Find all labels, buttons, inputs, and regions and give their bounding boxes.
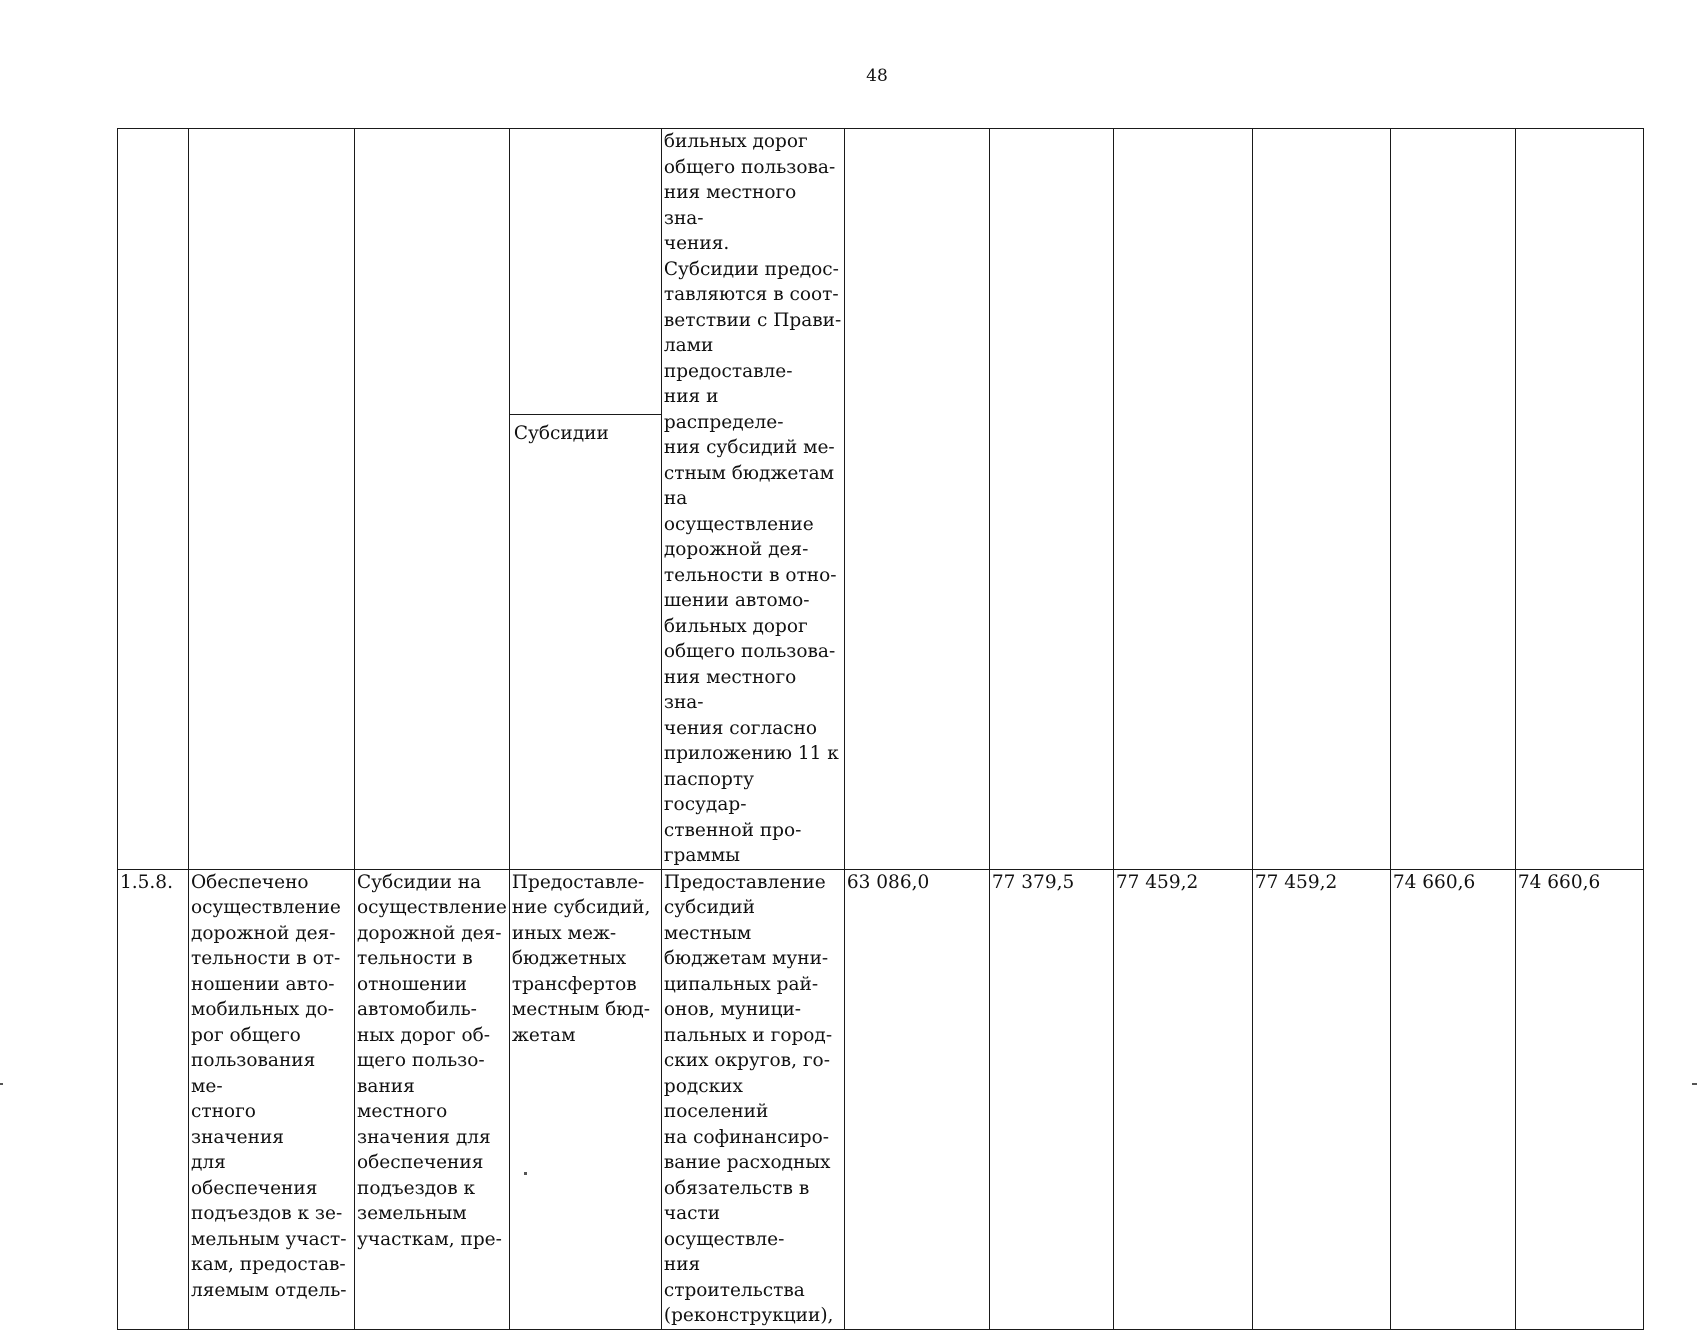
table-cell-subsidy [509,129,661,870]
table-cell-empty [1515,129,1643,870]
table-cell-empty [118,129,189,870]
scan-mark [1692,1083,1697,1085]
table-cell-empty [1390,129,1515,870]
table-cell-description: Предоставление субсидий местным бюджетам муни- ципальных рай- онов, муници- пальных и город- ских округов, го- родских поселений на софинансиро- вание расходных обязательств в части осуществле- ния строительства (реконструкции), [661,869,844,1329]
table-cell-description-continuation: бильных дорог общего пользова- ния местного зна- чения. Субсидии предос- тавляются в соот- ветствии с Прави- лами предоставле- ния и распределе- ния субсидий ме- стным бюджетам на осуществление дорожной дея- тельности в отно- шении автомо- бильных дорог общего пользова- ния местного зна- чения согласно приложению 11 к паспорту государ- ственной про- граммы [661,129,844,870]
table-cell-type: Предоставле- ние субсидий, иных меж- бюджетных трансфертов местным бюд- жетам [509,869,661,1329]
subsidy-label: Субсидии [510,414,661,869]
table-cell-value: 74 660,6 [1390,869,1515,1329]
table-cell-value: 77 379,5 [989,869,1113,1329]
scan-mark [0,1083,3,1085]
table-cell-measure: Субсидии на осуществление дорожной дея- тельности в отношении автомобиль- ных дорог об- щего пользо- вания местного значения для обеспечения подъездов к земельным участкам, пре- [355,869,510,1329]
table-cell-empty [355,129,510,870]
program-table [117,128,1644,1330]
scan-mark [524,1172,527,1175]
table-cell-value: 74 660,6 [1515,869,1643,1329]
table-cell-empty [1113,129,1252,870]
table-row-item [118,869,1644,1329]
table-cell-empty [189,129,355,870]
table-cell-value: 77 459,2 [1113,869,1252,1329]
page-number: 48 [866,66,888,86]
table-cell-empty [844,129,989,870]
table-cell-value: 63 086,0 [844,869,989,1329]
table-cell-result: Обеспечено осуществление дорожной дея- тельности в от- ношении авто- мобильных до- рог общего пользования ме- стного значения для обеспечения подъездов к зе- мельным участ- кам, предостав- ляемым отдель- [189,869,355,1329]
table-cell-empty [989,129,1113,870]
table-cell-value: 77 459,2 [1252,869,1390,1329]
table-row-continuation [118,129,1644,870]
table-cell-empty [1252,129,1390,870]
table-cell-number: 1.5.8. [118,869,189,1329]
